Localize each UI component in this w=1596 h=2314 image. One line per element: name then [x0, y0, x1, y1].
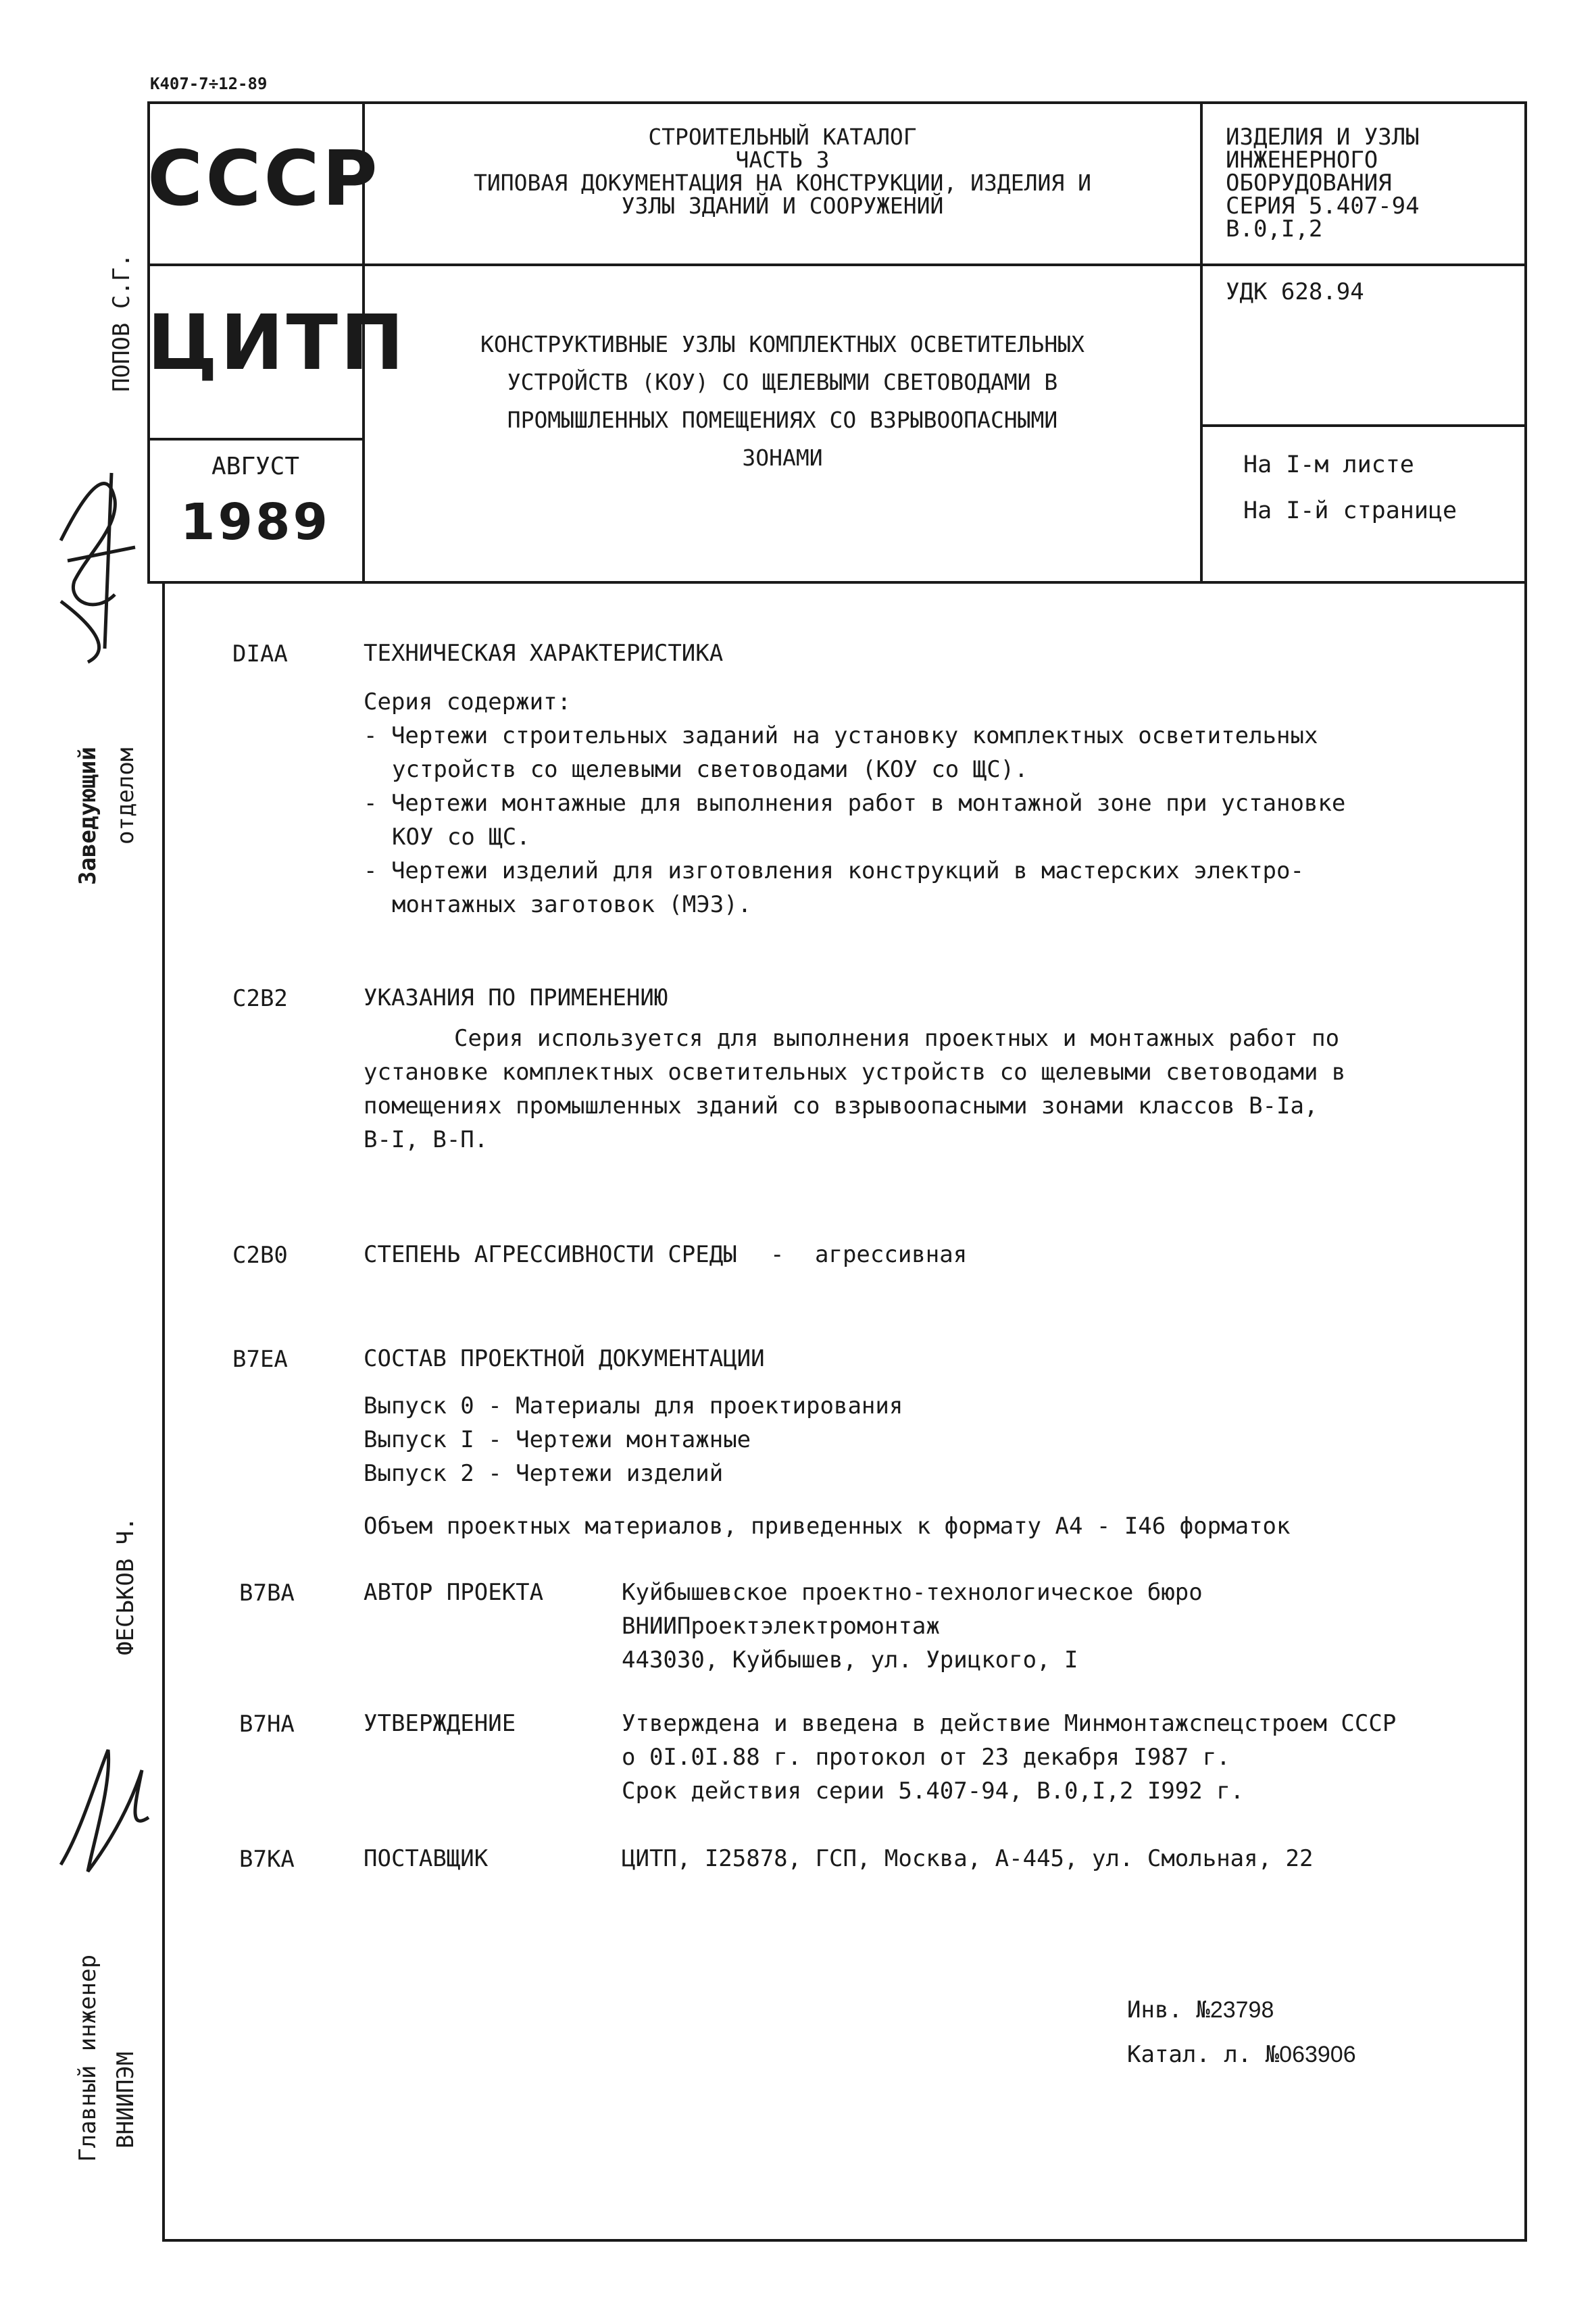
inv-value: 23798 [1210, 1997, 1274, 2023]
author-line: ВНИИПроектэлектромонтаж [622, 1613, 940, 1640]
docs-line: Выпуск 0 - Материалы для проектирования [364, 1392, 903, 1419]
dept-head-label: Заведующий [74, 747, 101, 885]
frame-bottom [162, 2239, 1527, 2242]
tech-item-line: монтажных заготовок (МЭЗ). [392, 891, 752, 918]
approver-name: ФЕСЬКОВ Ч. [112, 1517, 139, 1655]
tech-item-line: КОУ со ЩС. [392, 824, 530, 851]
catalog-line: ТИПОВАЯ ДОКУМЕНТАЦИЯ НА КОНСТРУКЦИИ, ИЗДЕЛИЯ И [474, 170, 1091, 196]
inv-number [1127, 1993, 1274, 2027]
title-line: КОНСТРУКТИВНЫЕ УЗЛЫ КОМПЛЕКТНЫХ ОСВЕТИТЕЛЬНЫХ [480, 331, 1085, 357]
catalog-line: ЧАСТЬ 3 [735, 147, 830, 173]
tech-item-line: - Чертежи строительных заданий на установку комплектных осветительных [364, 722, 1318, 749]
section-code: B7KA [239, 1846, 295, 1873]
section-code: B7HA [239, 1711, 295, 1738]
category-block [1226, 126, 1420, 241]
section-code: B7BA [239, 1580, 295, 1607]
signature-2 [47, 1730, 162, 1885]
section-title: УТВЕРЖДЕНИЕ [364, 1710, 516, 1737]
chief-engineer-org: ВНИИПЭМ [112, 2051, 139, 2148]
frame-left [162, 581, 165, 2242]
udk-label: УДК 628.94 [1226, 278, 1364, 305]
tech-item-line: - Чертежи изделий для изготовления конструкций в мастерских электро- [364, 857, 1304, 884]
tech-item-line: устройств со щелевыми световодами (КОУ со ЩС). [392, 756, 1028, 783]
title-line: ЗОНАМИ [742, 445, 823, 471]
usage-line: Серия используется для выполнения проектных и монтажных работ по [454, 1025, 1340, 1052]
author-signature-name: ПОПОВ С.Г. [108, 253, 135, 392]
section-intro: Серия содержит: [364, 688, 572, 715]
country-label: СССР [147, 135, 380, 223]
page-label: На I-й странице [1243, 497, 1457, 524]
category-line: В.0,I,2 [1226, 216, 1323, 243]
header-bottom-border [147, 581, 1526, 584]
author-lines [622, 1576, 1203, 1677]
catalog-line: СТРОИТЕЛЬНЫЙ КАТАЛОГ [648, 124, 917, 150]
inv-label: Инв. № [1127, 1996, 1210, 2023]
frame-right [1524, 101, 1527, 2242]
catal-number [1127, 2038, 1356, 2071]
usage-line: помещениях промышленных зданий со взрывоопасными зонами классов В-Iа, [364, 1092, 1318, 1120]
header-row1-border [147, 263, 1526, 266]
approval-line: о 0I.0I.88 г. протокол от 23 декабря I987 г. [622, 1744, 1230, 1771]
sheet-label: На I-м листе [1243, 451, 1414, 478]
section-title: СОСТАВ ПРОЕКТНОЙ ДОКУМЕНТАЦИИ [364, 1345, 765, 1372]
title-line: ПРОМЫШЛЕННЫХ ПОМЕЩЕНИЯХ СО ВЗРЫВООПАСНЫМИ [507, 407, 1058, 433]
aggr-dash: - [770, 1241, 784, 1268]
title-block [365, 326, 1200, 477]
category-line: ИЗДЕЛИЯ И УЗЛЫ [1226, 124, 1420, 151]
author-line: Куйбышевское проектно-технологическое бюро [622, 1579, 1203, 1606]
approval-line: Утверждена и введена в действие Минмонтажспецстроем СССР [622, 1710, 1397, 1737]
docs-volume: Объем проектных материалов, приведенных к формату А4 - I46 форматок [364, 1513, 1291, 1540]
tech-item-line: - Чертежи монтажные для выполнения работ в монтажной зоне при установке [364, 790, 1346, 817]
section-code: C2B0 [232, 1242, 288, 1269]
section-code: B7EA [232, 1346, 288, 1373]
section-title: СТЕПЕНЬ АГРЕССИВНОСТИ СРЕДЫ [364, 1241, 737, 1268]
header-col2-border [1200, 101, 1203, 582]
category-line: ОБОРУДОВАНИЯ [1226, 170, 1392, 197]
usage-line: установке комплектных осветительных устройств со щелевыми световодами в [364, 1059, 1346, 1086]
approval-lines [622, 1707, 1396, 1808]
section-title: УКАЗАНИЯ ПО ПРИМЕНЕНИЮ [364, 984, 668, 1011]
section-code: DIAA [232, 640, 288, 668]
catalog-block [365, 126, 1200, 218]
signature-1 [47, 446, 149, 669]
month-label: АВГУСТ [211, 453, 300, 480]
tech-item-list [364, 719, 1345, 922]
author-line: 443030, Куйбышев, ул. Урицкого, I [622, 1646, 1078, 1674]
header-col1-row2-border [147, 438, 364, 441]
supplier-value: ЦИТП, I25878, ГСП, Москва, А-445, ул. Смольная, 22 [622, 1845, 1314, 1872]
category-line: ИНЖЕНЕРНОГО [1226, 147, 1378, 174]
section-title: ПОСТАВЩИК [364, 1845, 489, 1872]
org-label: ЦИТП [147, 299, 407, 387]
section-title: АВТОР ПРОЕКТА [364, 1579, 544, 1606]
docs-list [364, 1389, 903, 1490]
docs-line: Выпуск I - Чертежи монтажные [364, 1426, 751, 1453]
dept-head-label-2: отделом [112, 747, 139, 845]
header-col3-row2-border [1200, 424, 1526, 427]
category-line: СЕРИЯ 5.407-94 [1226, 193, 1420, 220]
doc-code: К407-7÷12-89 [150, 74, 268, 93]
section-code: C2B2 [232, 985, 288, 1012]
docs-line: Выпуск 2 - Чертежи изделий [364, 1460, 724, 1487]
section-title: ТЕХНИЧЕСКАЯ ХАРАКТЕРИСТИКА [364, 640, 724, 667]
usage-line: В-I, В-П. [364, 1126, 489, 1153]
chief-engineer-label: Главный инженер [74, 1954, 101, 2162]
frame-top [147, 101, 1526, 104]
catal-value: 063906 [1279, 2042, 1356, 2067]
catal-label: Катал. л. № [1127, 2041, 1280, 2068]
title-line: УСТРОЙСТВ (КОУ) СО ЩЕЛЕВЫМИ СВЕТОВОДАМИ В [507, 369, 1058, 395]
approval-line: Срок действия серии 5.407-94, В.0,I,2 I992 г. [622, 1778, 1245, 1805]
aggr-value: агрессивная [815, 1241, 968, 1268]
catalog-line: УЗЛЫ ЗДАНИЙ И СООРУЖЕНИЙ [621, 193, 944, 219]
year-label: 1989 [180, 493, 330, 551]
usage-text [364, 1022, 1345, 1157]
